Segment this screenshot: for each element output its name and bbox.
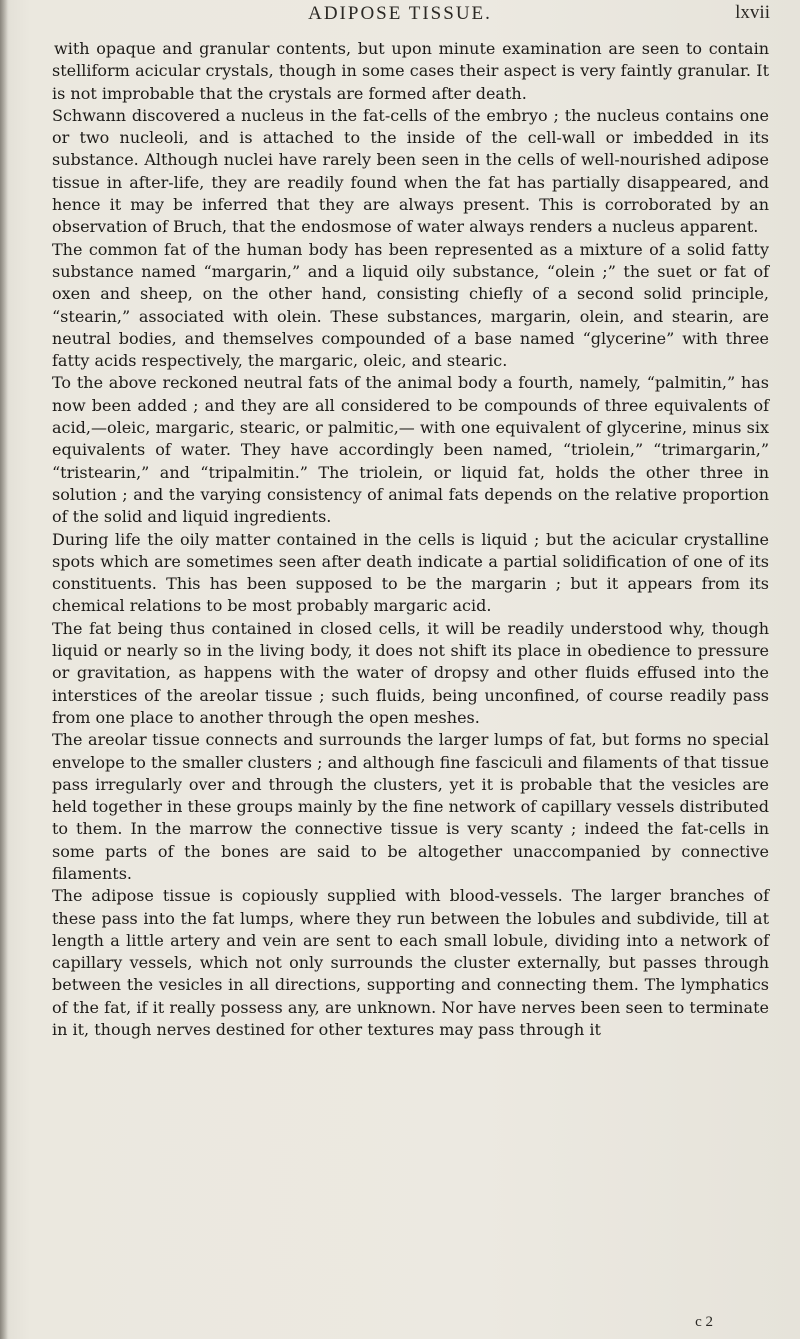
paragraph-closed-cells: The fat being thus contained in closed cells, it will be readily understood why, though liquid or nearly so in the living body, it does not shift its place in obedience to pressure or gravitation, as happens with the water of dropsy and other fluids effused into the interstices of the areolar tissue ; such fluids, being unconfined, of course readily pass from one place to another through the open meshes.	[52, 618, 769, 727]
paragraph-oily-matter: During life the oily matter contained in the cells is liquid ; but the acicular crystalline spots which are sometimes seen after death indicate a partial solidification of one of its constituents. This has been supposed to be the margarin ; but it appears from its chemical relations to be most probably margaric acid.	[52, 529, 769, 616]
running-title: ADIPOSE TISSUE.	[308, 3, 492, 24]
signature-mark: c 2	[695, 1314, 713, 1330]
running-head	[0, 0, 800, 40]
paragraph-palmitin: To the above reckoned neutral fats of the animal body a fourth, namely, “palmitin,” has now been added ; and they are all considered to be compounds of three equivalents of acid,—oleic, margaric, stearic, or palmitic,— with one equivalent of glycerine, minus six equivalents of water. They have accordingly been named, “triolein,” “trimargarin,” “tristearin,” and “tripalmitin.” The triolein, or liquid fat, holds the other three in solution ; and the varying consistency of animal fats depends on the relative proportion of the solid and liquid ingredients.	[52, 373, 769, 527]
paragraph-blood-vessels: The adipose tissue is copiously supplied with blood-vessels. The larger branches of these pass into the fat lumps, where they run between the lobules and subdivide, till at length a little artery and vein are sent to each small lobule, dividing into a network of capillary vessels, which not only surrounds the cluster externally, but passes through between the vesicles in all directions, supporting and connecting them. The lymphatics of the fat, if it really possess any, are unknown. Nor have nerves been seen to terminate in it, though nerves destined for other textures may pass through it	[52, 886, 769, 1040]
paragraph-nucleus: Schwann discovered a nucleus in the fat-cells of the embryo ; the nucleus contains one or two nucleoli, and is attached to the inside of the cell-wall or imbedded in its substance. Although nuclei have rarely been seen in the cells of well-nourished adipose tissue in after-life, they are readily found when the fat has partially disappeared, and hence it may be inferred that they are always present. This is corroborated by an observation of Bruch, that the endosmose of water always renders a nucleus apparent.	[52, 105, 769, 237]
page-number: lxvii	[735, 2, 770, 23]
binding-shadow	[0, 0, 8, 1339]
body-text	[52, 38, 769, 1041]
paragraph-composition: The common fat of the human body has been represented as a mixture of a solid fatty substance named “margarin,” and a liquid oily substance, “olein ;” the suet or fat of oxen and sheep, on the other hand, consisting chiefly of a second solid principle, “stearin,” associated with olein. These substances, margarin, olein, and stearin, are neutral bodies, and themselves compounded of a base named “glycerine” with three fatty acids respectively, the margaric, oleic, and stearic.	[52, 239, 769, 371]
paragraph-crystals: with opaque and granular contents, but upon minute examination are seen to contain stelliform acicular crystals, though in some cases their aspect is very faintly granular. It is not improbable that the crystals are formed after death.	[52, 39, 769, 103]
paragraph-areolar-tissue: The areolar tissue connects and surrounds the larger lumps of fat, but forms no special envelope to the smaller clusters ; and although fine fasciculi and filaments of that tissue pass irregularly over and through the clusters, yet it is probable that the vesicles are held together in these groups mainly by the fine network of capillary vessels distributed to them. In the marrow the connective tissue is very scanty ; indeed the fat-cells in some parts of the bones are said to be altogether unaccompanied by connective filaments.	[52, 730, 769, 883]
